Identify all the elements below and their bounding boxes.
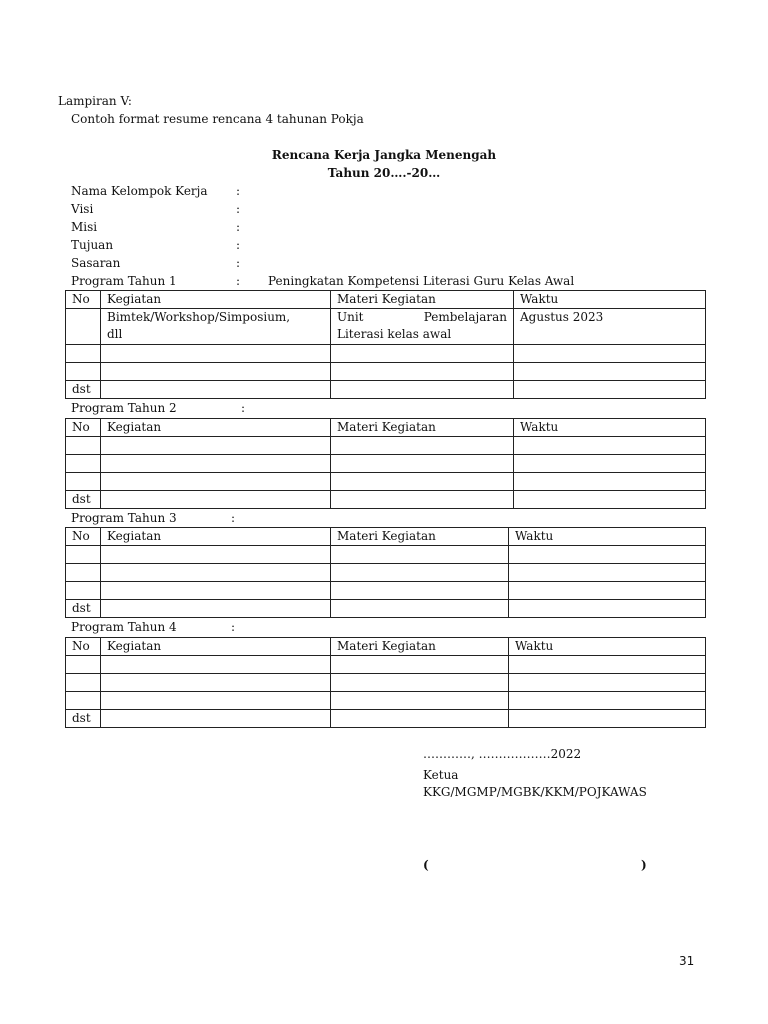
header-no: No [66, 638, 101, 656]
table-row [66, 491, 706, 509]
cell-kegiatan [101, 491, 331, 509]
program-label-year-1: Program Tahun 1 [71, 274, 177, 288]
document-subtitle: Contoh format resume rencana 4 tahunan Pokja [71, 112, 364, 126]
header-kegiatan: Kegiatan [101, 638, 331, 656]
signature-open-paren: ( [423, 858, 429, 872]
field-colon: : [236, 256, 241, 270]
table-row [66, 437, 706, 455]
cell-waktu [509, 710, 706, 728]
cell-no [66, 473, 101, 491]
cell-waktu [514, 473, 706, 491]
cell-no-dst: dst [66, 381, 101, 399]
signature-role: Ketua [423, 768, 459, 782]
cell-waktu [514, 381, 706, 399]
program-table-year-4 [65, 637, 706, 728]
table-row [66, 381, 706, 399]
header-waktu: Waktu [514, 291, 706, 309]
field-colon: : [231, 511, 236, 525]
field-colon: : [236, 238, 241, 252]
field-label-kelompok-kerja: Nama Kelompok Kerja [71, 184, 208, 198]
cell-waktu [509, 674, 706, 692]
cell-no [66, 656, 101, 674]
table-header-row [66, 419, 706, 437]
cell-waktu [514, 491, 706, 509]
field-colon: : [236, 274, 241, 288]
program-table-year-1 [65, 290, 706, 399]
cell-kegiatan [101, 381, 331, 399]
cell-materi [331, 674, 509, 692]
field-label-sasaran: Sasaran [71, 256, 121, 270]
attachment-label: Lampiran V: [58, 94, 132, 108]
cell-materi [331, 473, 514, 491]
field-label-tujuan: Tujuan [71, 238, 114, 252]
header-materi-kegiatan: Materi Kegiatan [331, 528, 509, 546]
program-label-year-2: Program Tahun 2 [71, 401, 177, 415]
field-colon: : [241, 401, 246, 415]
cell-no-dst: dst [66, 710, 101, 728]
cell-waktu [509, 582, 706, 600]
cell-materi [331, 363, 514, 381]
cell-kegiatan [101, 600, 331, 618]
table-row [66, 309, 706, 345]
cell-materi [331, 455, 514, 473]
signature-organization: KKG/MGMP/MGBK/KKM/POJKAWAS [423, 785, 647, 799]
header-materi-kegiatan: Materi Kegiatan [331, 419, 514, 437]
cell-no [66, 582, 101, 600]
table-header-row [66, 291, 706, 309]
header-materi-kegiatan: Materi Kegiatan [331, 638, 509, 656]
materi-line-1 [337, 309, 507, 326]
page-number: 31 [679, 954, 695, 968]
cell-no [66, 564, 101, 582]
table-header-row [66, 638, 706, 656]
cell-kegiatan [101, 674, 331, 692]
field-label-misi: Misi [71, 220, 98, 234]
cell-no [66, 309, 101, 345]
signature-place-date: …………, ………………2022 [423, 747, 582, 761]
table-row [66, 692, 706, 710]
program-value-year-1: Peningkatan Kompetensi Literasi Guru Kelas Awal [268, 274, 575, 288]
cell-waktu [514, 455, 706, 473]
field-colon: : [231, 620, 236, 634]
program-table-year-2 [65, 418, 706, 509]
cell-materi [331, 437, 514, 455]
field-colon: : [236, 220, 241, 234]
header-no: No [66, 528, 101, 546]
cell-no [66, 546, 101, 564]
cell-no [66, 437, 101, 455]
cell-kegiatan [101, 710, 331, 728]
cell-materi [331, 491, 514, 509]
header-waktu: Waktu [514, 419, 706, 437]
cell-kegiatan [101, 582, 331, 600]
cell-kegiatan [101, 473, 331, 491]
program-label-year-4: Program Tahun 4 [71, 620, 177, 634]
document-year-range: Tahun 20….-20… [327, 166, 441, 180]
materi-word-2: Pembelajaran [423, 310, 507, 324]
cell-kegiatan [101, 363, 331, 381]
cell-kegiatan [101, 437, 331, 455]
cell-waktu [509, 564, 706, 582]
table-row [66, 345, 706, 363]
cell-materi [331, 582, 509, 600]
kegiatan-line-1: Bimtek/Workshop/Simposium, [107, 310, 291, 324]
table-row [66, 710, 706, 728]
cell-waktu [509, 692, 706, 710]
field-colon: : [236, 184, 241, 198]
table-header-row [66, 528, 706, 546]
cell-kegiatan [101, 564, 331, 582]
cell-materi [331, 309, 514, 345]
kegiatan-line-2: dll [107, 327, 123, 341]
cell-waktu [509, 546, 706, 564]
header-no: No [66, 419, 101, 437]
cell-materi [331, 692, 509, 710]
cell-waktu [509, 600, 706, 618]
cell-materi [331, 381, 514, 399]
cell-kegiatan [101, 345, 331, 363]
header-materi-kegiatan: Materi Kegiatan [331, 291, 514, 309]
cell-materi [331, 546, 509, 564]
cell-no [66, 455, 101, 473]
program-label-year-3: Program Tahun 3 [71, 511, 177, 525]
table-row [66, 656, 706, 674]
table-row [66, 455, 706, 473]
cell-materi [331, 564, 509, 582]
header-kegiatan: Kegiatan [101, 419, 331, 437]
header-kegiatan: Kegiatan [101, 528, 331, 546]
cell-materi [331, 710, 509, 728]
table-row [66, 564, 706, 582]
cell-no [66, 363, 101, 381]
cell-waktu [514, 437, 706, 455]
cell-kegiatan [101, 692, 331, 710]
cell-no [66, 674, 101, 692]
cell-no [66, 345, 101, 363]
cell-materi [331, 600, 509, 618]
header-kegiatan: Kegiatan [101, 291, 331, 309]
program-table-year-3 [65, 527, 706, 618]
cell-waktu: Agustus 2023 [514, 309, 706, 345]
table-row [66, 363, 706, 381]
materi-line-2: Literasi kelas awal [337, 327, 452, 341]
field-colon: : [236, 202, 241, 216]
cell-kegiatan [101, 455, 331, 473]
cell-kegiatan [101, 546, 331, 564]
table-row [66, 582, 706, 600]
table-row [66, 600, 706, 618]
header-no: No [66, 291, 101, 309]
cell-no [66, 692, 101, 710]
cell-materi [331, 656, 509, 674]
signature-close-paren: ) [641, 858, 647, 872]
cell-no-dst: dst [66, 491, 101, 509]
table-row [66, 473, 706, 491]
cell-waktu [509, 656, 706, 674]
cell-waktu [514, 345, 706, 363]
header-waktu: Waktu [509, 528, 706, 546]
cell-waktu [514, 363, 706, 381]
table-row [66, 674, 706, 692]
cell-no-dst: dst [66, 600, 101, 618]
field-label-visi: Visi [71, 202, 94, 216]
cell-kegiatan [101, 309, 331, 345]
cell-materi [331, 345, 514, 363]
table-row [66, 546, 706, 564]
document-title: Rencana Kerja Jangka Menengah [271, 148, 497, 162]
cell-kegiatan [101, 656, 331, 674]
materi-word-1: Unit [337, 310, 364, 324]
header-waktu: Waktu [509, 638, 706, 656]
